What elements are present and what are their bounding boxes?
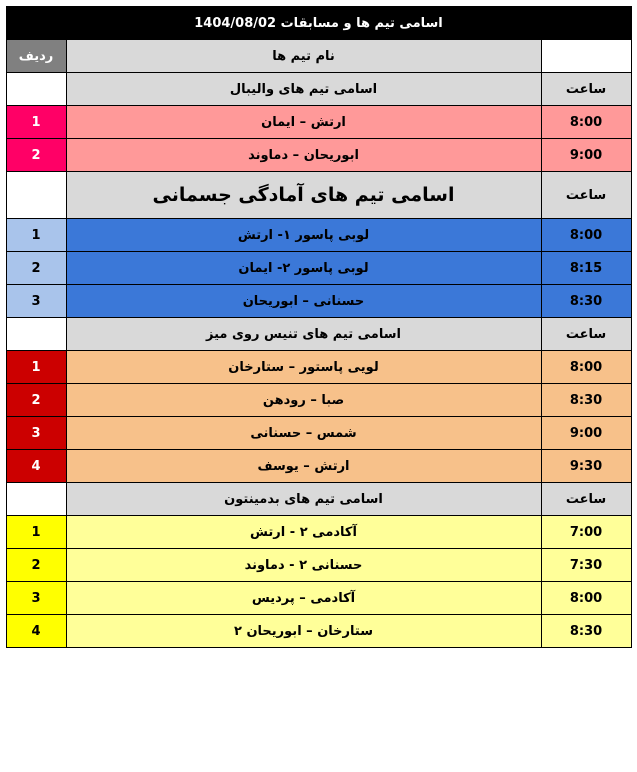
section-time-label-badminton: ساعت: [541, 483, 631, 516]
table-row: [6, 106, 631, 139]
row-number: 4: [6, 615, 66, 648]
row-teams: لوبی پاسور ۲- ایمان: [66, 252, 541, 285]
row-time: 8:00: [541, 106, 631, 139]
table-row: [6, 615, 631, 648]
row-time: 8:30: [541, 384, 631, 417]
row-time: 7:30: [541, 549, 631, 582]
table-row: [6, 549, 631, 582]
row-time: 7:00: [541, 516, 631, 549]
page-title: اسامی تیم ها و مسابقات 1404/08/02: [6, 7, 631, 40]
row-number: 2: [6, 384, 66, 417]
section-blank-fitness: [6, 172, 66, 219]
section-time-label-fitness: ساعت: [541, 172, 631, 219]
row-number: 3: [6, 417, 66, 450]
row-time: 8:30: [541, 615, 631, 648]
row-time: 8:00: [541, 219, 631, 252]
row-time: 9:00: [541, 417, 631, 450]
row-teams: ابوریحان – دماوند: [66, 139, 541, 172]
section-time-label-volleyball: ساعت: [541, 73, 631, 106]
row-number: 1: [6, 219, 66, 252]
header-blank-cell: [541, 40, 631, 73]
table-row: [6, 417, 631, 450]
header-row-column: ردیف: [6, 40, 66, 73]
row-time: 8:15: [541, 252, 631, 285]
table-row: [6, 582, 631, 615]
row-teams: ارتش – یوسف: [66, 450, 541, 483]
row-time: 9:00: [541, 139, 631, 172]
section-blank-table-tennis: [6, 318, 66, 351]
section-header-volleyball: [6, 73, 631, 106]
section-blank-volleyball: [6, 73, 66, 106]
table-row: [6, 450, 631, 483]
row-teams: لویی پاستور – ستارخان: [66, 351, 541, 384]
table-row: [6, 384, 631, 417]
section-header-table-tennis: [6, 318, 631, 351]
row-teams: ارتش – ایمان: [66, 106, 541, 139]
header-row: [6, 40, 631, 73]
row-teams: صبا – رودهن: [66, 384, 541, 417]
row-number: 2: [6, 549, 66, 582]
row-number: 1: [6, 106, 66, 139]
table-row: [6, 252, 631, 285]
schedule-sheet: [0, 6, 637, 772]
row-number: 2: [6, 139, 66, 172]
row-teams: آکادمی ۲ - ارتش: [66, 516, 541, 549]
section-title-badminton: اسامی تیم های بدمینتون: [66, 483, 541, 516]
row-time: 8:00: [541, 582, 631, 615]
section-header-badminton: [6, 483, 631, 516]
row-number: 4: [6, 450, 66, 483]
table-row: [6, 516, 631, 549]
row-number: 1: [6, 351, 66, 384]
section-title-volleyball: اسامی تیم های والیبال: [66, 73, 541, 106]
section-header-fitness: [6, 172, 631, 219]
row-teams: شمس – حسنانی: [66, 417, 541, 450]
row-teams: ستارخان – ابوریحان ۲: [66, 615, 541, 648]
row-number: 1: [6, 516, 66, 549]
row-teams: حسنانی ۲ - دماوند: [66, 549, 541, 582]
section-blank-badminton: [6, 483, 66, 516]
table-row: [6, 285, 631, 318]
row-teams: حسنانی – ابوریحان: [66, 285, 541, 318]
table-row: [6, 219, 631, 252]
header-name-column: نام تیم ها: [66, 40, 541, 73]
row-number: 3: [6, 285, 66, 318]
schedule-table: [6, 6, 632, 648]
table-row: [6, 351, 631, 384]
row-number: 3: [6, 582, 66, 615]
row-teams: لوبی پاسور ۱- ارتش: [66, 219, 541, 252]
row-teams: آکادمی – پردیس: [66, 582, 541, 615]
section-time-label-table-tennis: ساعت: [541, 318, 631, 351]
title-row: [6, 7, 631, 40]
row-time: 9:30: [541, 450, 631, 483]
section-title-fitness: اسامی تیم های آمادگی جسمانی: [66, 172, 541, 219]
row-number: 2: [6, 252, 66, 285]
section-title-table-tennis: اسامی تیم های تنیس روی میز: [66, 318, 541, 351]
row-time: 8:30: [541, 285, 631, 318]
row-time: 8:00: [541, 351, 631, 384]
table-row: [6, 139, 631, 172]
